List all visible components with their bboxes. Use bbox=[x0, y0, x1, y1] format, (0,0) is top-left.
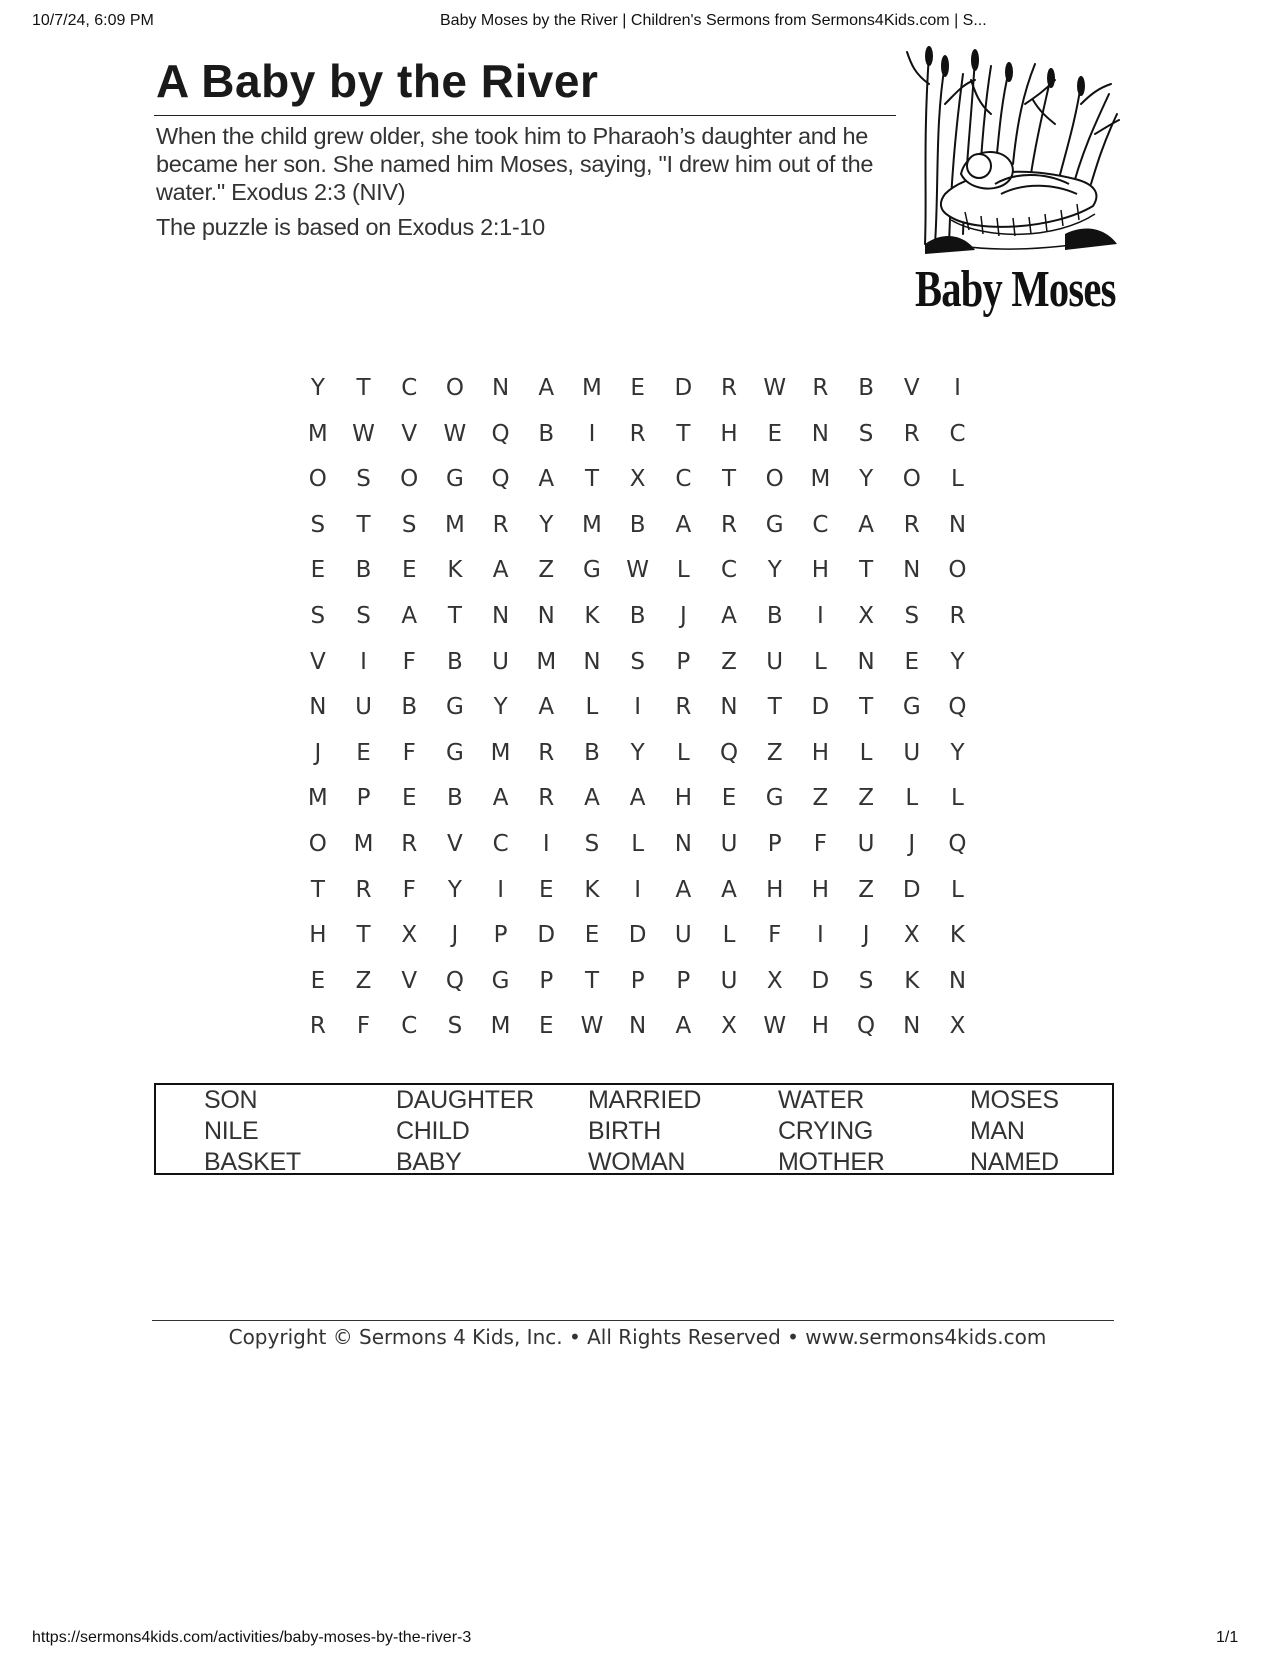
grid-letter: A bbox=[401, 602, 418, 629]
grid-row bbox=[295, 822, 980, 868]
grid-letter: X bbox=[766, 967, 783, 994]
grid-letter: P bbox=[676, 967, 691, 994]
grid-letter: I bbox=[634, 694, 642, 721]
grid-letter: N bbox=[903, 1013, 921, 1040]
grid-letter: Y bbox=[859, 466, 874, 493]
grid-letter: H bbox=[811, 1013, 830, 1040]
grid-letter: T bbox=[859, 557, 874, 584]
grid-letter: X bbox=[721, 1013, 737, 1040]
grid-letter: B bbox=[447, 648, 463, 675]
word-list-item: MARRIED bbox=[588, 1086, 702, 1114]
grid-letter: Y bbox=[310, 375, 325, 401]
grid-letter: U bbox=[766, 648, 784, 675]
grid-letter: G bbox=[445, 739, 464, 766]
grid-letter: R bbox=[949, 602, 966, 629]
grid-row bbox=[295, 412, 980, 458]
grid-letter: U bbox=[857, 830, 875, 857]
grid-letter: T bbox=[722, 466, 737, 493]
grid-letter: A bbox=[492, 785, 509, 812]
word-list-item: MAN bbox=[970, 1117, 1025, 1145]
grid-letter: X bbox=[629, 466, 646, 493]
grid-letter: W bbox=[763, 1013, 787, 1040]
grid-letter: T bbox=[447, 602, 462, 629]
grid-letter: J bbox=[908, 830, 916, 857]
grid-letter: U bbox=[720, 967, 738, 994]
grid-row bbox=[295, 503, 980, 549]
grid-letter: G bbox=[445, 694, 464, 721]
grid-letter: S bbox=[447, 1013, 463, 1040]
grid-letter: N bbox=[583, 648, 601, 675]
grid-letter: O bbox=[948, 557, 967, 584]
grid-letter: B bbox=[766, 602, 783, 629]
grid-row bbox=[295, 731, 980, 777]
grid-letter: X bbox=[858, 602, 874, 629]
grid-letter: I bbox=[360, 648, 367, 675]
grid-letter: S bbox=[356, 466, 371, 493]
grid-letter: F bbox=[356, 1013, 371, 1040]
word-list-column bbox=[204, 1085, 301, 1178]
grid-letter: H bbox=[720, 420, 738, 447]
grid-letter: L bbox=[676, 557, 690, 584]
grid-letter: Q bbox=[719, 739, 739, 766]
grid-letter: V bbox=[401, 967, 418, 994]
grid-letter: E bbox=[584, 922, 600, 949]
grid-letter: B bbox=[355, 557, 372, 584]
grid-letter: K bbox=[447, 557, 463, 584]
grid-letter: C bbox=[949, 420, 966, 447]
grid-letter: P bbox=[767, 830, 782, 857]
grid-letter: V bbox=[903, 375, 920, 401]
grid-letter: D bbox=[537, 922, 556, 949]
grid-letter: Z bbox=[858, 876, 874, 903]
grid-letter: E bbox=[356, 739, 371, 766]
grid-letter: N bbox=[674, 830, 692, 857]
word-list-box bbox=[154, 1083, 1114, 1175]
grid-letter: Z bbox=[355, 967, 372, 994]
grid-letter: T bbox=[356, 922, 371, 949]
grid-row bbox=[295, 640, 980, 686]
grid-letter: M bbox=[582, 511, 602, 538]
grid-letter: R bbox=[401, 830, 418, 857]
grid-row bbox=[295, 457, 980, 503]
grid-letter: C bbox=[721, 557, 738, 584]
grid-letter: L bbox=[813, 648, 827, 675]
grid-letter: G bbox=[902, 694, 921, 721]
grid-letter: R bbox=[629, 420, 646, 447]
grid-letter: Q bbox=[948, 830, 967, 857]
grid-row bbox=[295, 776, 980, 822]
grid-letter: U bbox=[720, 830, 738, 857]
grid-letter: T bbox=[356, 511, 371, 538]
grid-letter: M bbox=[490, 1013, 511, 1040]
word-list-column bbox=[970, 1085, 1059, 1178]
grid-letter: M bbox=[536, 648, 557, 675]
grid-letter: Y bbox=[493, 694, 508, 721]
grid-row bbox=[295, 959, 980, 1005]
grid-letter: E bbox=[539, 876, 554, 903]
grid-letter: B bbox=[401, 694, 418, 721]
grid-letter: A bbox=[629, 785, 646, 812]
grid-letter: B bbox=[858, 375, 874, 401]
grid-letter: B bbox=[629, 602, 646, 629]
grid-letter: R bbox=[309, 1013, 326, 1040]
grid-letter: I bbox=[817, 922, 824, 949]
grid-letter: Q bbox=[857, 1013, 876, 1040]
grid-letter: M bbox=[810, 466, 831, 493]
grid-row bbox=[295, 594, 980, 640]
grid-letter: V bbox=[401, 420, 418, 447]
grid-letter: F bbox=[402, 739, 416, 766]
grid-letter: E bbox=[401, 557, 417, 584]
grid-letter: I bbox=[634, 876, 642, 903]
grid-letter: N bbox=[491, 375, 510, 401]
grid-letter: D bbox=[811, 694, 830, 721]
grid-letter: U bbox=[903, 739, 921, 766]
word-list-item: MOTHER bbox=[778, 1148, 885, 1176]
grid-letter: W bbox=[763, 375, 787, 401]
word-search-grid bbox=[295, 366, 980, 1050]
illustration-caption: Baby Moses bbox=[915, 261, 1116, 318]
grid-letter: Q bbox=[445, 967, 464, 994]
grid-letter: S bbox=[356, 602, 371, 629]
print-page-url: https://sermons4kids.com/activities/baby-moses-by-the-river-3 bbox=[32, 1629, 472, 1646]
grid-letter: P bbox=[676, 648, 691, 675]
grid-letter: X bbox=[903, 922, 920, 949]
word-list-item: WOMAN bbox=[588, 1148, 686, 1176]
grid-letter: H bbox=[309, 922, 327, 949]
grid-letter: J bbox=[314, 739, 322, 766]
grid-letter: I bbox=[954, 375, 961, 401]
grid-letter: E bbox=[539, 1013, 554, 1040]
grid-letter: O bbox=[765, 466, 784, 493]
grid-row bbox=[295, 868, 980, 914]
puzzle-source-note: The puzzle is based on Exodus 2:1-10 bbox=[156, 214, 545, 240]
grid-letter: E bbox=[630, 375, 645, 401]
grid-letter: O bbox=[308, 466, 327, 493]
grid-letter: N bbox=[948, 967, 967, 994]
grid-letter: T bbox=[859, 694, 874, 721]
grid-letter: Y bbox=[630, 739, 645, 766]
grid-letter: Z bbox=[721, 648, 737, 675]
grid-letter: R bbox=[721, 511, 738, 538]
grid-letter: E bbox=[721, 785, 737, 812]
grid-letter: D bbox=[811, 967, 830, 994]
grid-letter: K bbox=[584, 876, 600, 903]
grid-letter: A bbox=[584, 785, 600, 812]
grid-letter: E bbox=[904, 648, 920, 675]
word-list-item: NILE bbox=[204, 1117, 259, 1145]
grid-letter: V bbox=[447, 830, 463, 857]
grid-letter: K bbox=[904, 967, 920, 994]
grid-letter: G bbox=[583, 557, 601, 584]
grid-letter: O bbox=[308, 830, 327, 857]
grid-letter: E bbox=[310, 967, 326, 994]
grid-letter: E bbox=[767, 420, 782, 447]
grid-letter: T bbox=[584, 466, 599, 493]
grid-letter: K bbox=[949, 922, 966, 949]
grid-letter: W bbox=[580, 1013, 604, 1040]
grid-letter: S bbox=[858, 420, 874, 447]
word-list-item: NAMED bbox=[970, 1148, 1059, 1176]
grid-letter: A bbox=[538, 466, 555, 493]
grid-letter: U bbox=[355, 694, 372, 721]
word-list-item: CHILD bbox=[396, 1117, 470, 1145]
footer-divider bbox=[152, 1320, 1114, 1321]
copyright-notice: Copyright © Sermons 4 Kids, Inc. • All Rights Reserved • www.sermons4kids.com bbox=[228, 1325, 1047, 1349]
grid-letter: U bbox=[674, 922, 692, 949]
grid-letter: X bbox=[949, 1013, 966, 1040]
grid-letter: I bbox=[817, 602, 824, 629]
word-list-item: MOSES bbox=[970, 1086, 1059, 1114]
grid-letter: O bbox=[902, 466, 921, 493]
grid-letter: Y bbox=[950, 739, 965, 766]
grid-letter: F bbox=[402, 876, 416, 903]
grid-letter: W bbox=[626, 557, 650, 584]
grid-letter: N bbox=[903, 557, 921, 584]
word-list-item: BABY bbox=[396, 1148, 462, 1176]
grid-letter: C bbox=[675, 466, 692, 493]
grid-letter: U bbox=[492, 648, 510, 675]
grid-letter: A bbox=[721, 876, 737, 903]
grid-letter: A bbox=[675, 876, 692, 903]
grid-letter: B bbox=[629, 511, 646, 538]
grid-letter: N bbox=[857, 648, 875, 675]
grid-letter: J bbox=[862, 922, 870, 949]
grid-letter: X bbox=[401, 922, 418, 949]
grid-letter: H bbox=[811, 876, 830, 903]
grid-letter: M bbox=[444, 511, 465, 538]
grid-letter: L bbox=[676, 739, 690, 766]
grid-letter: R bbox=[538, 739, 555, 766]
grid-letter: P bbox=[356, 785, 371, 812]
word-list-column bbox=[778, 1085, 885, 1178]
word-list-item: BIRTH bbox=[588, 1117, 662, 1145]
print-datetime: 10/7/24, 6:09 PM bbox=[32, 12, 154, 29]
grid-letter: T bbox=[676, 420, 691, 447]
grid-letter: G bbox=[765, 511, 784, 538]
grid-letter: H bbox=[811, 557, 830, 584]
grid-letter: Y bbox=[447, 876, 462, 903]
scripture-verse: When the child grew older, she took him to Pharaoh’s daughter and he became her son. She named him Moses, saying, "I drew him out of the water." Exodus 2:3 (NIV) bbox=[156, 123, 874, 205]
grid-letter: K bbox=[584, 602, 600, 629]
grid-letter: F bbox=[768, 922, 782, 949]
grid-letter: S bbox=[904, 602, 920, 629]
grid-letter: W bbox=[443, 420, 467, 447]
grid-letter: G bbox=[765, 785, 784, 812]
grid-letter: R bbox=[812, 375, 829, 401]
word-list-column bbox=[588, 1085, 701, 1178]
grid-letter: I bbox=[542, 830, 550, 857]
grid-letter: R bbox=[355, 876, 372, 903]
grid-letter: Y bbox=[539, 511, 554, 538]
grid-letter: N bbox=[629, 1013, 647, 1040]
grid-letter: L bbox=[905, 785, 919, 812]
grid-letter: N bbox=[811, 420, 830, 447]
grid-letter: Z bbox=[538, 557, 555, 584]
grid-letter: A bbox=[538, 694, 555, 721]
grid-letter: Q bbox=[948, 694, 967, 721]
grid-letter: L bbox=[951, 876, 964, 903]
word-list-item: CRYING bbox=[778, 1117, 873, 1145]
grid-letter: I bbox=[497, 876, 504, 903]
grid-letter: C bbox=[401, 375, 418, 401]
grid-letter: R bbox=[538, 785, 555, 812]
grid-letter: P bbox=[630, 967, 645, 994]
grid-letter: C bbox=[492, 830, 509, 857]
grid-letter: G bbox=[445, 466, 464, 493]
grid-letter: S bbox=[584, 830, 600, 857]
grid-letter: N bbox=[491, 602, 510, 629]
baby-moses-basket-illustration bbox=[905, 44, 1125, 259]
grid-letter: E bbox=[401, 785, 417, 812]
grid-letter: D bbox=[902, 876, 921, 903]
grid-letter: T bbox=[767, 694, 782, 721]
grid-letter: D bbox=[674, 375, 693, 401]
grid-letter: E bbox=[310, 557, 326, 584]
grid-letter: Z bbox=[858, 785, 874, 812]
grid-letter: A bbox=[675, 1013, 692, 1040]
print-page-number: 1/1 bbox=[1216, 1629, 1239, 1646]
grid-letter: S bbox=[310, 511, 326, 538]
grid-letter: P bbox=[493, 922, 508, 949]
grid-letter: I bbox=[588, 420, 596, 447]
grid-letter: M bbox=[353, 830, 374, 857]
grid-letter: S bbox=[401, 511, 417, 538]
grid-letter: T bbox=[310, 876, 325, 903]
grid-letter: S bbox=[858, 967, 874, 994]
grid-letter: L bbox=[631, 830, 645, 857]
grid-row bbox=[295, 366, 980, 412]
grid-letter: A bbox=[492, 557, 509, 584]
grid-letter: V bbox=[309, 648, 326, 675]
grid-row bbox=[295, 548, 980, 594]
grid-letter: B bbox=[538, 420, 555, 447]
grid-letter: Q bbox=[491, 420, 510, 447]
grid-letter: O bbox=[445, 375, 464, 401]
grid-letter: R bbox=[675, 694, 692, 721]
grid-letter: H bbox=[674, 785, 692, 812]
grid-letter: Y bbox=[950, 648, 965, 675]
grid-letter: G bbox=[491, 967, 510, 994]
grid-letter: A bbox=[721, 602, 737, 629]
grid-letter: L bbox=[951, 466, 964, 493]
grid-letter: N bbox=[537, 602, 555, 629]
grid-letter: T bbox=[356, 375, 371, 401]
word-list-item: BASKET bbox=[204, 1148, 301, 1176]
title-divider bbox=[154, 115, 896, 116]
grid-letter: L bbox=[859, 739, 873, 766]
grid-letter: B bbox=[447, 785, 463, 812]
grid-letter: L bbox=[722, 922, 736, 949]
grid-letter: H bbox=[766, 876, 784, 903]
grid-letter: A bbox=[538, 375, 555, 401]
grid-letter: N bbox=[309, 694, 327, 721]
grid-letter: L bbox=[585, 694, 599, 721]
grid-letter: S bbox=[310, 602, 326, 629]
grid-letter: C bbox=[401, 1013, 418, 1040]
grid-letter: S bbox=[630, 648, 645, 675]
grid-row bbox=[295, 1004, 980, 1050]
grid-letter: H bbox=[811, 739, 830, 766]
grid-letter: J bbox=[451, 922, 459, 949]
word-list-item: DAUGHTER bbox=[396, 1086, 534, 1114]
print-document-title: Baby Moses by the River | Children's Sermons from Sermons4Kids.com | S... bbox=[440, 12, 987, 29]
grid-letter: J bbox=[679, 602, 687, 629]
grid-letter: R bbox=[492, 511, 509, 538]
grid-letter: R bbox=[903, 511, 920, 538]
grid-letter: R bbox=[903, 420, 920, 447]
grid-row bbox=[295, 913, 980, 959]
grid-letter: N bbox=[720, 694, 738, 721]
grid-letter: R bbox=[721, 375, 738, 401]
grid-letter: T bbox=[584, 967, 599, 994]
grid-letter: A bbox=[675, 511, 692, 538]
grid-letter: F bbox=[813, 830, 828, 857]
worksheet-title: A Baby by the River bbox=[156, 55, 599, 107]
grid-letter: N bbox=[948, 511, 967, 538]
grid-letter: C bbox=[812, 511, 829, 538]
grid-letter: B bbox=[584, 739, 600, 766]
grid-letter: A bbox=[858, 511, 874, 538]
grid-letter: M bbox=[307, 420, 328, 447]
grid-letter: M bbox=[307, 785, 328, 812]
grid-letter: Z bbox=[812, 785, 829, 812]
grid-letter: M bbox=[582, 375, 602, 401]
grid-letter: L bbox=[951, 785, 964, 812]
word-list-item: WATER bbox=[778, 1086, 864, 1114]
grid-letter: W bbox=[352, 420, 375, 447]
grid-letter: Y bbox=[767, 557, 782, 584]
word-list-item: SON bbox=[204, 1086, 258, 1114]
grid-letter: P bbox=[539, 967, 554, 994]
grid-letter: F bbox=[402, 648, 416, 675]
word-list-column bbox=[396, 1085, 534, 1178]
grid-letter: Q bbox=[491, 466, 510, 493]
grid-letter: D bbox=[628, 922, 647, 949]
grid-letter: M bbox=[490, 739, 511, 766]
grid-letter: O bbox=[400, 466, 419, 493]
grid-letter: Z bbox=[766, 739, 783, 766]
grid-row bbox=[295, 685, 980, 731]
